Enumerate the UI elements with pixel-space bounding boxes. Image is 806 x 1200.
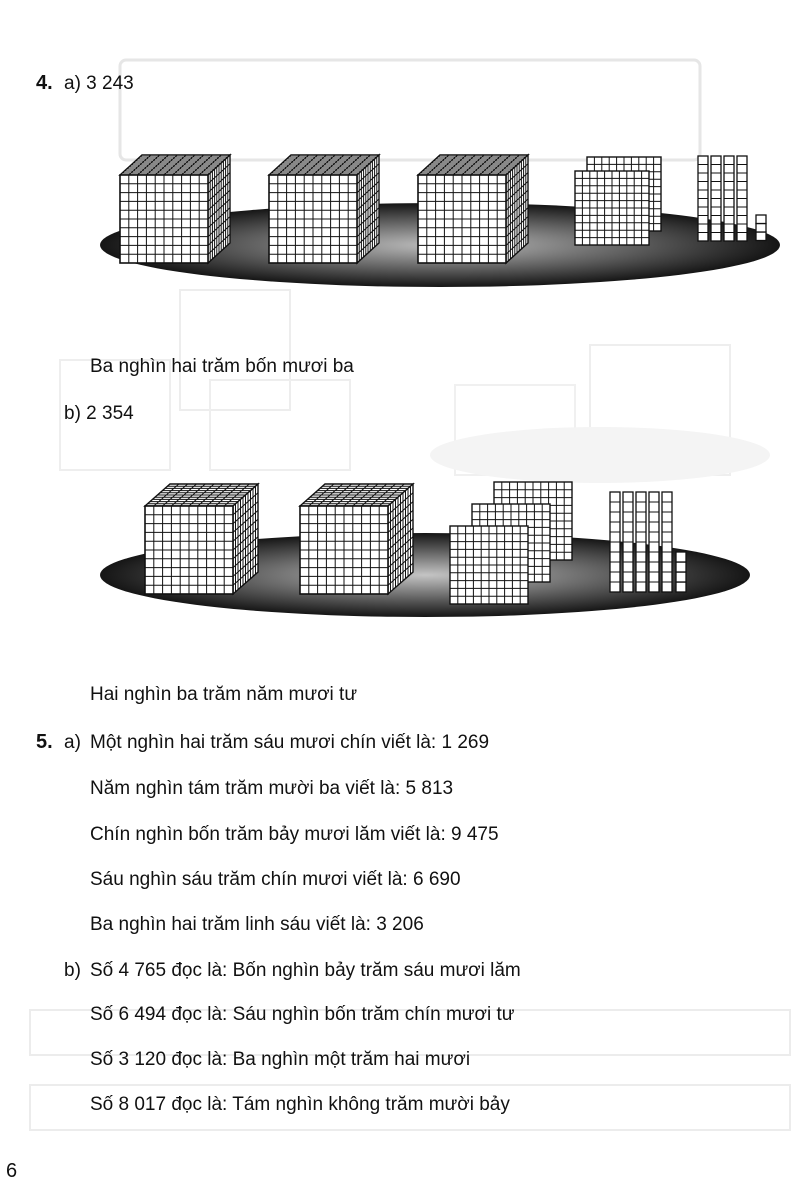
exercise-5a-line: Năm nghìn tám trăm mười ba viết là: 5 813 (90, 778, 454, 799)
base-ten-blocks-2354 (100, 460, 760, 620)
one-unit (676, 562, 686, 572)
exercise-5b-line: Số 3 120 đọc là: Ba nghìn một trăm hai mươi (90, 1049, 471, 1070)
thousand-cube (300, 484, 413, 594)
one-unit (756, 224, 766, 233)
ten-rod (662, 492, 672, 592)
exercise-4a-caption: Ba nghìn hai trăm bốn mươi ba (90, 356, 354, 377)
ten-rod (724, 156, 734, 241)
hundred-flat (575, 171, 649, 245)
exercise-5a-line: Một nghìn hai trăm sáu mươi chín viết là: 1 269 (90, 732, 490, 753)
exercise-5b-label: b) (64, 960, 81, 981)
thousand-cube (120, 155, 230, 263)
ten-rod (649, 492, 659, 592)
page-number: 6 (6, 1160, 18, 1182)
one-unit (676, 552, 686, 562)
exercise-4a-label: a) 3 243 (64, 73, 134, 94)
exercise-5b-line: Số 4 765 đọc là: Bốn nghìn bảy trăm sáu mươi lăm (90, 960, 521, 981)
one-unit (676, 572, 686, 582)
exercise-5b-line: Số 6 494 đọc là: Sáu nghìn bốn trăm chín mươi tư (90, 1004, 515, 1025)
ten-rod (711, 156, 721, 241)
exercise-4b-label: b) 2 354 (64, 403, 134, 424)
ten-rod (623, 492, 633, 592)
ten-rod (610, 492, 620, 592)
one-unit (676, 582, 686, 592)
hundred-flat (450, 526, 528, 604)
thousand-cube (418, 155, 528, 263)
thousand-cube (145, 484, 258, 594)
ten-rod (698, 156, 708, 241)
ten-rod (737, 156, 747, 241)
exercise-5b-line: Số 8 017 đọc là: Tám nghìn không trăm mười bảy (90, 1094, 510, 1115)
one-unit (756, 215, 766, 224)
base-ten-blocks-3243 (100, 135, 790, 295)
exercise-5a-line: Chín nghìn bốn trăm bảy mươi lăm viết là: 9 475 (90, 824, 499, 845)
thousand-cube (269, 155, 379, 263)
exercise-4-number: 4. (36, 72, 53, 94)
exercise-5a-line: Ba nghìn hai trăm linh sáu viết là: 3 206 (90, 914, 424, 935)
exercise-5a-line: Sáu nghìn sáu trăm chín mươi viết là: 6 690 (90, 869, 461, 890)
exercise-4b-caption: Hai nghìn ba trăm năm mươi tư (90, 684, 358, 705)
exercise-5a-label: a) (64, 732, 81, 753)
ten-rod (636, 492, 646, 592)
exercise-5-number: 5. (36, 731, 53, 753)
one-unit (756, 232, 766, 241)
